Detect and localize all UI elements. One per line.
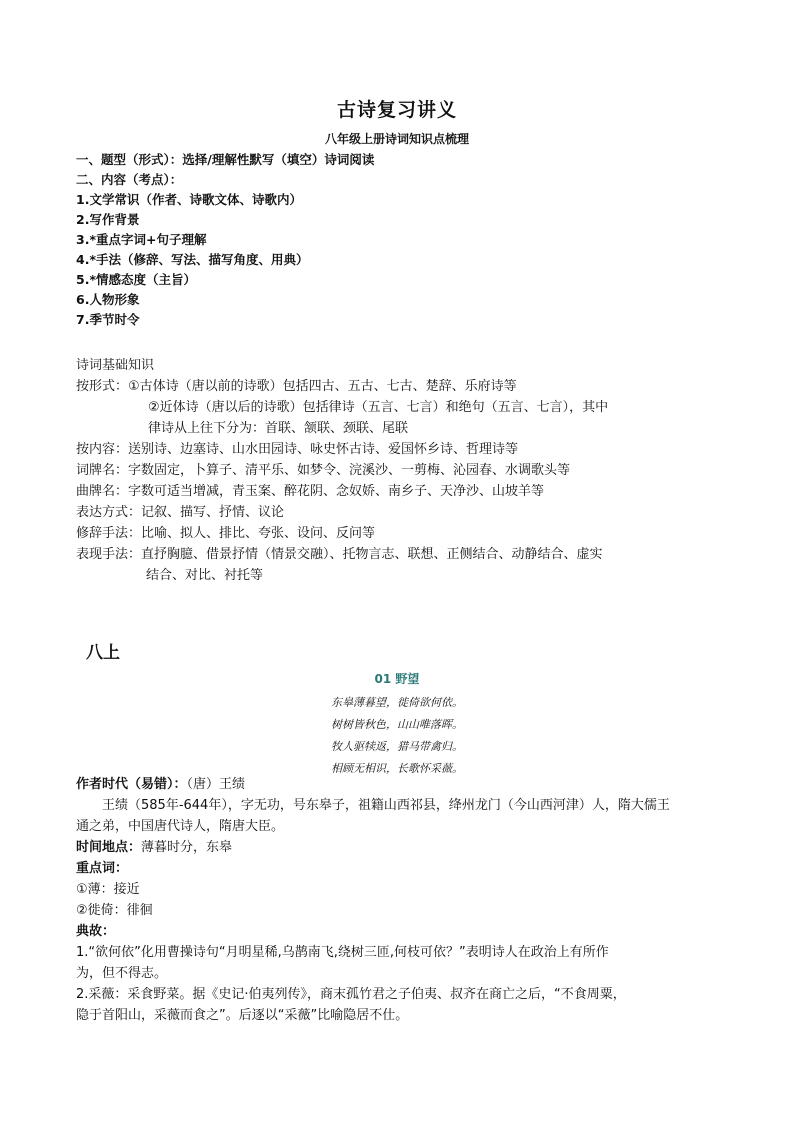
basics-form-1: 按形式：①古体诗（唐以前的诗歌）包括四古、五古、七古、楚辞、乐府诗等 [76,379,517,394]
document-title: 古诗复习讲义 [336,99,457,121]
outline-item: 5.*情感态度（主旨） [76,272,196,287]
basics-content: 按内容：送别诗、边塞诗、山水田园诗、咏史怀古诗、爱国怀乡诗、哲理诗等 [76,442,519,457]
poem-line: 树树皆秋色，山山唯落晖。 [331,718,463,731]
poem-notes [76,774,670,1026]
time-label: 时间地点： [76,840,142,855]
poetry-basics [76,355,608,586]
outline-item: 1.文学常识（作者、诗歌文体、诗歌内） [76,192,302,207]
basics-heading: 诗词基础知识 [76,358,155,373]
outline-item: 一、题型（形式）：选择/理解性默写（填空）诗词阅读 [76,152,375,167]
keyword-2: ②徙倚：徘徊 [76,903,153,918]
outline-item: 二、内容（考点）： [76,172,183,187]
outline-item: 2.写作背景 [76,212,140,227]
bio-line-1: 王绩（585年-644年），字无功，号东皋子，祖籍山西祁县，绛州龙门（今山西河津）人，隋大儒王 [102,798,670,813]
allusion-1-line-2: 为，但不得志。 [76,966,168,981]
allusion-2-line-1: 2.采薇：采食野菜。据《史记·伯夷列传》，商末孤竹君之子伯夷、叔齐在商亡之后，“不食周粟， [76,987,626,1002]
section-heading: 八上 [86,643,120,663]
bio-line-2: 通之弟，中国唐代诗人，隋唐大臣。 [76,819,285,834]
poem-line: 东皋薄暮望，徙倚欲何依。 [331,696,463,709]
allusion-2-line-2: 隐于首阳山，采薇而食之”。后逐以“采薇”比喻隐居不仕。 [76,1008,409,1023]
basics-technique-1: 表现手法：直抒胸臆、借景抒情（情景交融）、托物言志、联想、正侧结合、动静结合、虚实 [76,547,603,562]
basics-form-2: ②近体诗（唐以后的诗歌）包括律诗（五言、七言）和绝句（五言、七言），其中 [148,400,609,415]
allusion-1-line-1: 1.“欲何依”化用曹操诗句“月明星稀,乌鹊南飞,绕树三匝,何枝可依？”表明诗人在政治上有所作 [76,945,609,960]
author-line [76,774,670,795]
basics-form-3: 律诗从上往下分为：首联、颔联、颈联、尾联 [148,421,409,436]
poem-title: 01 野望 [374,672,420,686]
poem-line: 相顾无相识，长歌怀采薇。 [331,762,463,775]
basics-qu: 曲牌名：字数可适当增减，青玉案、醉花阴、念奴娇、南乡子、天净沙、山坡羊等 [76,484,545,499]
basics-ci: 词牌名：字数固定，卜算子、清平乐、如梦令、浣溪沙、一剪梅、沁园春、水调歌头等 [76,463,571,478]
document-subtitle: 八年级上册诗词知识点梳理 [324,132,469,146]
author-label: 作者时代（易错）： [76,777,187,792]
basics-technique-2: 结合、对比、衬托等 [146,568,264,583]
time-value: 薄暮时分，东皋 [141,840,233,855]
basics-expression: 表达方式：记叙、描写、抒情、议论 [76,505,285,520]
outline-item: 7.季节时令 [76,312,140,327]
time-line [76,837,670,858]
outline-item: 6.人物形象 [76,292,140,307]
keyword-1: ①薄：接近 [76,882,140,897]
outline-list [76,150,374,330]
author-value: （唐）王绩 [186,777,246,792]
poem-line: 牧人驱犊返，猎马带禽归。 [331,740,463,753]
poem-body [0,692,794,780]
basics-rhetoric: 修辞手法：比喻、拟人、排比、夸张、设问、反问等 [76,526,376,541]
keywords-label: 重点词： [76,861,129,876]
outline-item: 4.*手法（修辞、写法、描写角度、用典） [76,252,309,267]
allusion-label: 典故： [76,924,116,939]
outline-item: 3.*重点字词+句子理解 [76,232,207,247]
